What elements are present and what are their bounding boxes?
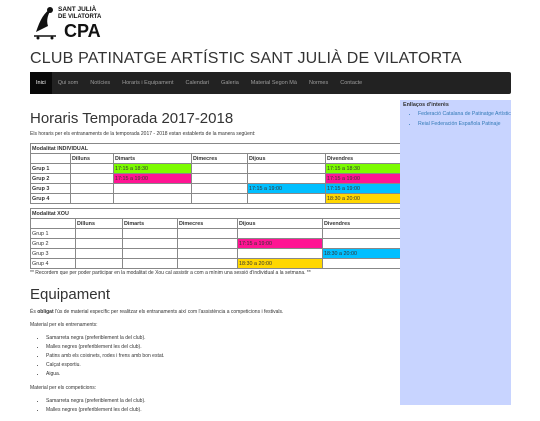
group-label: Grup 3 (31, 249, 76, 259)
sidebar-title: Enllaços d'interès (403, 102, 449, 108)
table-header-day: Dijous (248, 154, 326, 164)
table-cell (248, 174, 326, 184)
site-title: CLUB PATINATGE ARTÍSTIC SANT JULIÀ DE VILATORTA (30, 50, 462, 67)
sidebar (400, 100, 511, 405)
table-header-day: Dilluns (76, 219, 123, 229)
individual-schedule-table (30, 143, 405, 204)
table-cell (76, 249, 123, 259)
table-cell (238, 249, 323, 259)
group-label: Grup 2 (31, 239, 76, 249)
table-cell (71, 174, 114, 184)
equipment-intro-start: És (30, 309, 36, 315)
table-cell: 17:15 a 18:30 (114, 164, 192, 174)
table-cell: 17:15 a 19:00 (326, 184, 405, 194)
list-item: • Patins amb els coixinets, rodes i frens amb bon estat. (46, 353, 404, 359)
table-cell (178, 239, 238, 249)
xou-note: ** Recordem que per poder participar en la modalitat de Xou cal assistir a com a mínim una sessió d'individual a la setmana. ** (30, 270, 311, 276)
group-label: Grup 3 (31, 184, 71, 194)
table-header-day: Dimecres (178, 219, 238, 229)
logo-line1: SANT JULIÀ (58, 6, 97, 13)
table-cell (192, 174, 248, 184)
nav-item-material[interactable]: Material Segon Mà (250, 80, 297, 86)
equipment-title: Equipament (30, 286, 111, 303)
table-row (31, 164, 405, 174)
link-reial-federacion[interactable]: Reial Federación Española Patinaje (418, 121, 501, 127)
sidebar-link-item (418, 120, 511, 128)
training-list (46, 335, 404, 377)
table-cell: 17:15 a 19:00 (326, 174, 405, 184)
sidebar-links (418, 110, 511, 128)
table-row (31, 174, 405, 184)
table-header-day: Dimarts (123, 219, 178, 229)
table-row (31, 239, 405, 249)
main-content (30, 110, 404, 421)
table-cell (114, 194, 192, 204)
table-caption: Modalitat INDIVIDUAL (31, 144, 405, 154)
table-cell (323, 229, 405, 239)
training-label: Material per els entrenaments: (30, 322, 98, 328)
link-federacio-catalana[interactable]: Federació Catalana de Patinatge Artístic (418, 111, 511, 117)
nav-item-inici[interactable]: Inici (30, 72, 52, 94)
table-header-empty (31, 219, 76, 229)
table-cell: 17:15 a 19:00 (248, 184, 326, 194)
table-header-day: Dimarts (114, 154, 192, 164)
table-header-day: Divendres (323, 219, 405, 229)
table-cell (248, 194, 326, 204)
table-cell (238, 229, 323, 239)
list-item: • Samarreta negra (preferiblement la del club). (46, 398, 404, 404)
intro-text: Els horaris per els entranaments de la temporada 2017 - 2018 estan establerts de la manera següent: (30, 131, 256, 137)
table-cell (323, 239, 405, 249)
nav-item-contacte[interactable]: Contacte (340, 80, 363, 86)
nav-item-horaris[interactable]: Horaris i Equipament (122, 80, 174, 86)
table-caption: Modalitat XOU (31, 209, 405, 219)
list-item: • Calçat esportiu. (46, 362, 404, 368)
table-cell: 17:15 a 18:30 (326, 164, 405, 174)
table-cell (123, 239, 178, 249)
table-cell (76, 259, 123, 269)
table-cell (323, 259, 405, 269)
table-row (31, 229, 405, 239)
equipment-intro (30, 309, 404, 315)
table-header-day: Dilluns (71, 154, 114, 164)
competition-label: Material per els competicions: (30, 385, 97, 391)
table-header-day: Divendres (326, 154, 405, 164)
table-cell (71, 184, 114, 194)
table-header-empty (31, 154, 71, 164)
table-cell (178, 229, 238, 239)
table-cell (192, 194, 248, 204)
group-label: Grup 4 (31, 259, 76, 269)
equipment-intro-bold: obligat (37, 309, 54, 315)
table-row (31, 194, 405, 204)
group-label: Grup 4 (31, 194, 71, 204)
nav-item-normes[interactable]: Normes (308, 80, 329, 86)
equipment-intro-rest: l'ús de material específic per realitzar els entranaments així com l'assistència a competicions i festivals. (55, 309, 284, 315)
nav-item-calendari[interactable]: Calendari (185, 80, 210, 86)
list-item: • Malles negres (preferiblement les del club). (46, 344, 404, 350)
table-cell (178, 259, 238, 269)
table-cell (123, 229, 178, 239)
table-cell (192, 184, 248, 194)
table-cell (192, 164, 248, 174)
table-cell (114, 184, 192, 194)
table-cell: 17:15 a 19:00 (114, 174, 192, 184)
table-cell (178, 249, 238, 259)
nav-item-galeria[interactable]: Galeria (221, 80, 239, 86)
list-item: • Samarreta negra (preferiblement la del club). (46, 335, 404, 341)
table-row (31, 184, 405, 194)
table-cell: 17:15 a 19:00 (238, 239, 323, 249)
table-cell (76, 229, 123, 239)
table-header-day: Dimecres (192, 154, 248, 164)
table-cell (123, 249, 178, 259)
table-header-day: Dijous (238, 219, 323, 229)
table-cell: 18:30 a 20:00 (326, 194, 405, 204)
table-row (31, 259, 405, 269)
group-label: Grup 2 (31, 174, 71, 184)
table-cell (71, 164, 114, 174)
list-item: • Malles negres (preferiblement les del club). (46, 407, 404, 413)
group-label: Grup 1 (31, 229, 76, 239)
nav-item-qui-som[interactable]: Qui som (57, 80, 79, 86)
list-item: • Aigua. (46, 371, 404, 377)
table-row (31, 249, 405, 259)
nav-item-noticies[interactable]: Notícies (90, 80, 111, 86)
club-logo[interactable] (30, 2, 102, 42)
table-cell: 18:30 a 20:00 (323, 249, 405, 259)
table-cell: 18:30 a 20:00 (238, 259, 323, 269)
logo-line2: DE VILATORTA (58, 14, 102, 20)
competition-list (46, 398, 404, 413)
table-cell (71, 194, 114, 204)
table-cell (248, 164, 326, 174)
table-cell (76, 239, 123, 249)
logo-abbr: CPA (64, 21, 101, 41)
table-cell (123, 259, 178, 269)
page-title: Horaris Temporada 2017-2018 (30, 110, 234, 127)
sidebar-link-item (418, 110, 511, 118)
group-label: Grup 1 (31, 164, 71, 174)
xou-schedule-table (30, 208, 405, 269)
skater-logo-icon (30, 2, 102, 42)
main-navbar (30, 72, 511, 94)
